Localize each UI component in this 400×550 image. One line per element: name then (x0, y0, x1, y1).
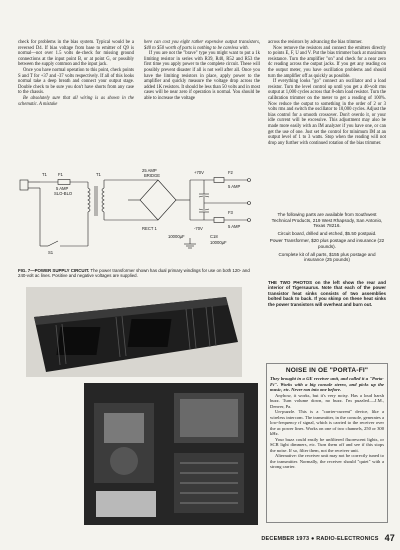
footer-text: DECEMBER 1973 ● RADIO-ELECTRONICS (261, 536, 379, 542)
schematic-label: F2 (228, 170, 233, 175)
page-number: 47 (384, 533, 395, 543)
order-line: Power Transformer, $20 plus postage and insurance (22 pounds). (269, 238, 385, 249)
figure-caption-title: FIG. 7—POWER SUPPLY CIRCUIT. (18, 268, 90, 273)
paragraph: across the resistors by advancing the bias trimmer. (268, 40, 363, 45)
schematic-label: S1 (48, 250, 54, 255)
amplifier-rear-photo (26, 287, 242, 377)
schematic-label: 5 AMP (228, 224, 241, 229)
sidebar-paragraph: Anyhow, it works, but it's very noisy. Has a loud harsh buzz. Turn volume down, no buzz. I'm puzzled.—J.M., Denver, Pa. (270, 392, 384, 409)
noise-in-porta-fi-sidebar (266, 363, 388, 523)
schematic-label: 5 AMP (228, 184, 241, 189)
parts-availability-box (268, 212, 386, 265)
schematic-label: T1 (42, 172, 47, 177)
figure-caption-text: The power transformer shown has dual primary windings for use on both 120- and 240-volt ac lines. Positive and negative voltages are supplied. (18, 268, 250, 279)
article-column-3 (268, 40, 386, 146)
power-supply-schematic (18, 158, 256, 266)
paragraph: here can cost you eight rather expensive output transistors, $40 to $50 worth of parts is nothing to be careless with. (144, 40, 260, 51)
schematic-label: SLO-BLO (54, 191, 73, 196)
schematic-label: -70V (194, 226, 203, 231)
paragraph: Now remove the resistors and connect the emitters directly to points E, F, U and V. Put the bias trimmer back at maximum resistance. Turn the amplifier "on" and check for a near zero dc reading across the output jacks. If you get any reading on the output meter, you have oscillation problems and should turn the amplifier off as quickly as possible. (268, 45, 386, 79)
schematic-label: 5 AMP (56, 186, 69, 191)
photo-caption: THE TWO PHOTOS on the left show the rear and interior of Tigersaurus. Note that each of the power transistor heat sinks consists of two assemblies bolted back to back. If you skimp on these heat sinks the power transistors will overheat and burn out. (268, 280, 386, 307)
schematic-label: C18 (210, 234, 218, 239)
paragraph: Be absolutely sure that all wiring is as shown in the schematic. A mistake (18, 95, 134, 107)
order-line: The following parts are available from Southwest Technical Products, 219 West Rhapsody, San Antonio, Texas 78216. (271, 212, 383, 229)
schematic-label: BRIDGE (144, 173, 161, 178)
paragraph: Once you have normal operation to this point, check points S and T for +37 and -37 volts respectively. If all of this looks normal take a deep breath and connect your output stage. Double check to be sure you don't have shorts from any case to the chassis. (18, 67, 134, 96)
sidebar-paragraph: Un-puzzle. This is a "carrier-current" device, like a wireless intercom. The transmitter, in the console, generates a low-frequency rf signal, which is carried to the receiver over the ac power lines. Works on one of two channels, 250 or 300 kHz. (270, 409, 384, 436)
schematic-label: 10000µF (210, 240, 227, 245)
article-column-2 (144, 40, 260, 102)
schematic-label: 10000µF (168, 234, 185, 239)
amplifier-interior-photo (84, 383, 258, 525)
schematic-label: RECT 1 (142, 226, 157, 231)
figure-caption (18, 268, 258, 279)
schematic-label: F1 (58, 172, 63, 177)
order-line: Circuit board, drilled and etched, $5.50 postpaid. (277, 230, 377, 236)
sidebar-paragraph: Alternative: the receiver unit may not be correctly tuned to the transmitter. Normally, the receiver should "quiet" with a strong carrier. (270, 453, 384, 469)
schematic-label: F3 (228, 210, 233, 215)
schematic-label: 25 AMP (142, 168, 157, 173)
sidebar-paragraph: Your buzz could easily be unfiltered fluorescent lights, or SCR light dimmers, etc. Turn them off and see if this stops the noise. If so, filter them, not the receiver unit. (270, 436, 384, 453)
sidebar-question: They brought in a GE receiver unit, and called it a "Porta-Fi". Works with a big console stereo, and picks up the music, etc. Never ran into one before. (270, 376, 384, 392)
sidebar-title: NOISE IN OE "PORTA-FI" (285, 367, 369, 374)
article-column-1 (18, 40, 134, 107)
order-line: Complete kit of all parts, $155 plus postage and insurance (25 pounds) (278, 251, 376, 263)
paragraph: If you are not the "brave" type you might want to put a 1k limiting resistor in series with R39, R40, R52 and R53 the first time you apply power to the complete circuit. These will possibly prevent disaster if all is not well after all. Once you have the limiting resistors in place, apply power to the amplifier and quickly measure the voltage drop across the added 1K resistors. It should be less than 50 volts and in most cases will be near zero if operation is normal. You should be able to increase the voltage (144, 51, 261, 101)
paragraph: check for problems in the bias system. Typical would be a reversed D4. If bias voltage from base to emitter of Q9 is normal—not over 1.5 volts de-check for missing ground connections at the input point B, or at point G, or possibly between the supply common and the input jack. (18, 40, 134, 68)
schematic-label: T1 (96, 172, 101, 177)
paragraph: If everything looks "go" connect an oscillator and a load resistor. Turn the level control up until you get a 40-volt rms output at 1,000 cycles across that 8-ohm load resistor. Turn the calibration trimmer on the meter to get a reading of 100%. Now reduce the output to something in the order of 2 or 3 volts rms and switch the oscillator to 10,000 cycles. Adjust the bias control for a smooth crossover. Don't overdo it, or your idle current will be excessive. This adjustment may also be made more easily with an IM analyzer if you have one, or can get the use of one. Just set the control for minimum IM at an output level of 1 to 3 watts. Stop when the reading will not drop any further with continued rotation of the bias trimmer. (268, 79, 386, 146)
page-footer (240, 533, 395, 543)
schematic-label: +70V (194, 170, 204, 175)
